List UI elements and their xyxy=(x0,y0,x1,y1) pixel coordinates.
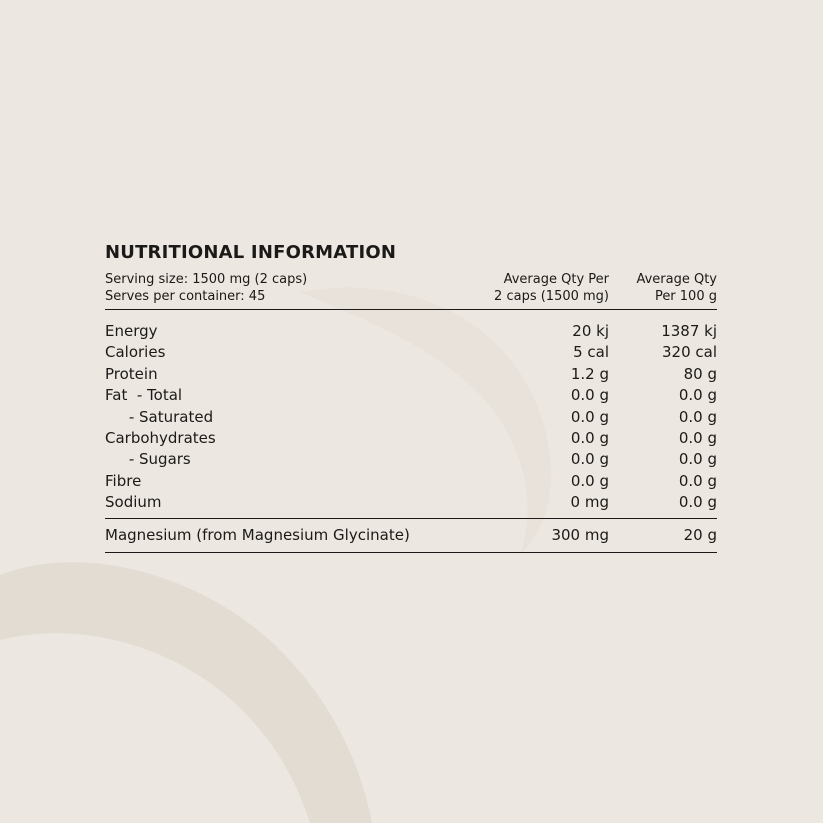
column-header-per-serve: Average Qty Per 2 caps (1500 mg) xyxy=(494,272,609,304)
per-100g-value: 320 cal xyxy=(661,343,717,362)
per-100g-value: 1387 kj xyxy=(661,322,717,340)
nutrient-label: Energy xyxy=(105,322,158,340)
nutrient-label: Magnesium (from Magnesium Glycinate) xyxy=(105,525,410,544)
nutrient-rows xyxy=(105,310,717,518)
per-serve-value: 20 kj xyxy=(572,322,609,340)
per-100g-value: 0.0 g xyxy=(678,493,717,512)
nutrient-label: - Saturated xyxy=(105,407,214,426)
per-serve-value: 300 mg xyxy=(551,525,609,544)
nutrient-label: Fibre xyxy=(105,471,142,490)
table-row xyxy=(105,449,717,470)
divider xyxy=(105,552,717,553)
per-serve-value: 0.0 g xyxy=(570,407,609,426)
nutrient-label: Calories xyxy=(105,343,166,362)
serves-per-container: Serves per container: 45 xyxy=(105,289,266,304)
per-100g-value: 0.0 g xyxy=(678,386,717,405)
per-100g-value: 80 g xyxy=(683,364,717,383)
nutrient-label: - Sugars xyxy=(105,450,191,469)
nutrient-label: Fat - Total xyxy=(105,386,183,405)
per-100g-value: 0.0 g xyxy=(678,407,717,426)
per-serve-value: 0.0 g xyxy=(570,386,609,405)
magnesium-row xyxy=(105,519,717,552)
per-serve-value: 0.0 g xyxy=(570,428,609,447)
per-serve-value: 0.0 g xyxy=(570,471,609,490)
table-row xyxy=(105,364,717,385)
per-serve-value: 0.0 g xyxy=(570,450,609,469)
column-header-per-100g: Average Qty Per 100 g xyxy=(636,272,717,304)
table-row xyxy=(105,321,717,342)
table-row xyxy=(105,428,717,449)
serving-size: Serving size: 1500 mg (2 caps) xyxy=(105,272,308,287)
panel-title: NUTRITIONAL INFORMATION xyxy=(105,242,397,263)
per-100g-value: 0.0 g xyxy=(678,428,717,447)
per-serve-value: 1.2 g xyxy=(570,364,609,383)
per-serve-value: 0 mg xyxy=(570,493,609,512)
table-row xyxy=(105,342,717,363)
table-row xyxy=(105,407,717,428)
per-100g-value: 20 g xyxy=(683,525,717,544)
nutrient-label: Sodium xyxy=(105,493,162,512)
per-serve-value: 5 cal xyxy=(573,343,609,362)
nutrition-panel xyxy=(105,241,717,553)
nutrient-label: Carbohydrates xyxy=(105,428,216,447)
serving-info xyxy=(105,271,307,305)
table-row xyxy=(105,471,717,492)
per-100g-value: 0.0 g xyxy=(678,450,717,469)
nutrient-label: Protein xyxy=(105,364,158,383)
table-row xyxy=(105,385,717,406)
serving-header xyxy=(105,271,717,307)
per-100g-value: 0.0 g xyxy=(678,471,717,490)
table-row xyxy=(105,492,717,513)
